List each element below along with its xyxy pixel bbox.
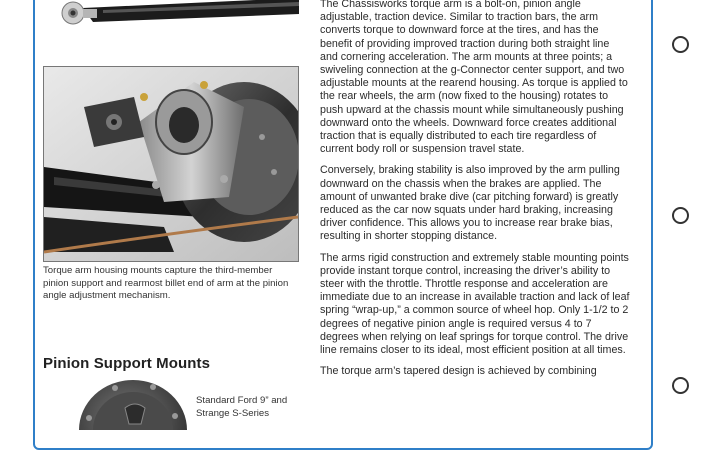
paragraph-tapered-design: The torque arm’s tapered design is achieved by combining (320, 365, 597, 378)
option-radio-1[interactable] (672, 36, 689, 53)
paragraph-construction: The arms rigid construction and extremely stable mounting points provide instant torque control, increasing the driver’s ability to steer with the throttle. Throttle response and acceleration are immediate due to an increase in available traction and lack of leaf spring “wrap-up,” a common source of wheel hop. Only 1-1/2 to 2 degrees of negative pinion angle is required versus 4 to 7 degrees when relying on leaf springs for torque control. The drive line remains closer to its ideal, most efficient position at all times. (320, 251, 630, 357)
torque-arm-end-photo (43, 0, 299, 28)
paragraph-torque-arm: The Chassisworks torque arm is a bolt-on, pinion angle adjustable, traction device. Similar to traction bars, the arm converts torque to downward force at the tires, and has the benefit of providing improved traction during both straight line and cornering acceleration. The arm mounts at three points; a swiveling connection at the g-Connector center support, and two adjustable mounts at the rearend housing. As torque is applied to the rear wheels, the arm (now fixed to the housing) rotates to push upward at the chassis mount while simultaneously pushing downward onto the wheels. Downward force creates additional traction that is equally distributed to each tire regardless of current body roll or suspension travel state. (320, 0, 628, 156)
body-text-column (320, 0, 630, 386)
option-radio-3[interactable] (672, 377, 689, 394)
paragraph-braking: Conversely, braking stability is also improved by the arm pulling downward on the chassis when the brakes are applied. The amount of unwanted brake dive (car pitching forward) is greatly reduced as the car now squats under hard braking, increasing driver confidence. This allows you to increase rear brake bias, resulting in shorter stopping distance. (320, 164, 620, 243)
differential-cover-photo (75, 378, 187, 430)
option-radio-2[interactable] (672, 207, 689, 224)
housing-mount-photo (43, 66, 299, 262)
photo-caption: Torque arm housing mounts capture the third-member pinion support and rearmost billet end of arm at the pinion angle adjustment mechanism. (43, 265, 289, 302)
cover-label: Standard Ford 9” and Strange S-Series (196, 395, 288, 419)
section-heading: Pinion Support Mounts (43, 355, 211, 372)
